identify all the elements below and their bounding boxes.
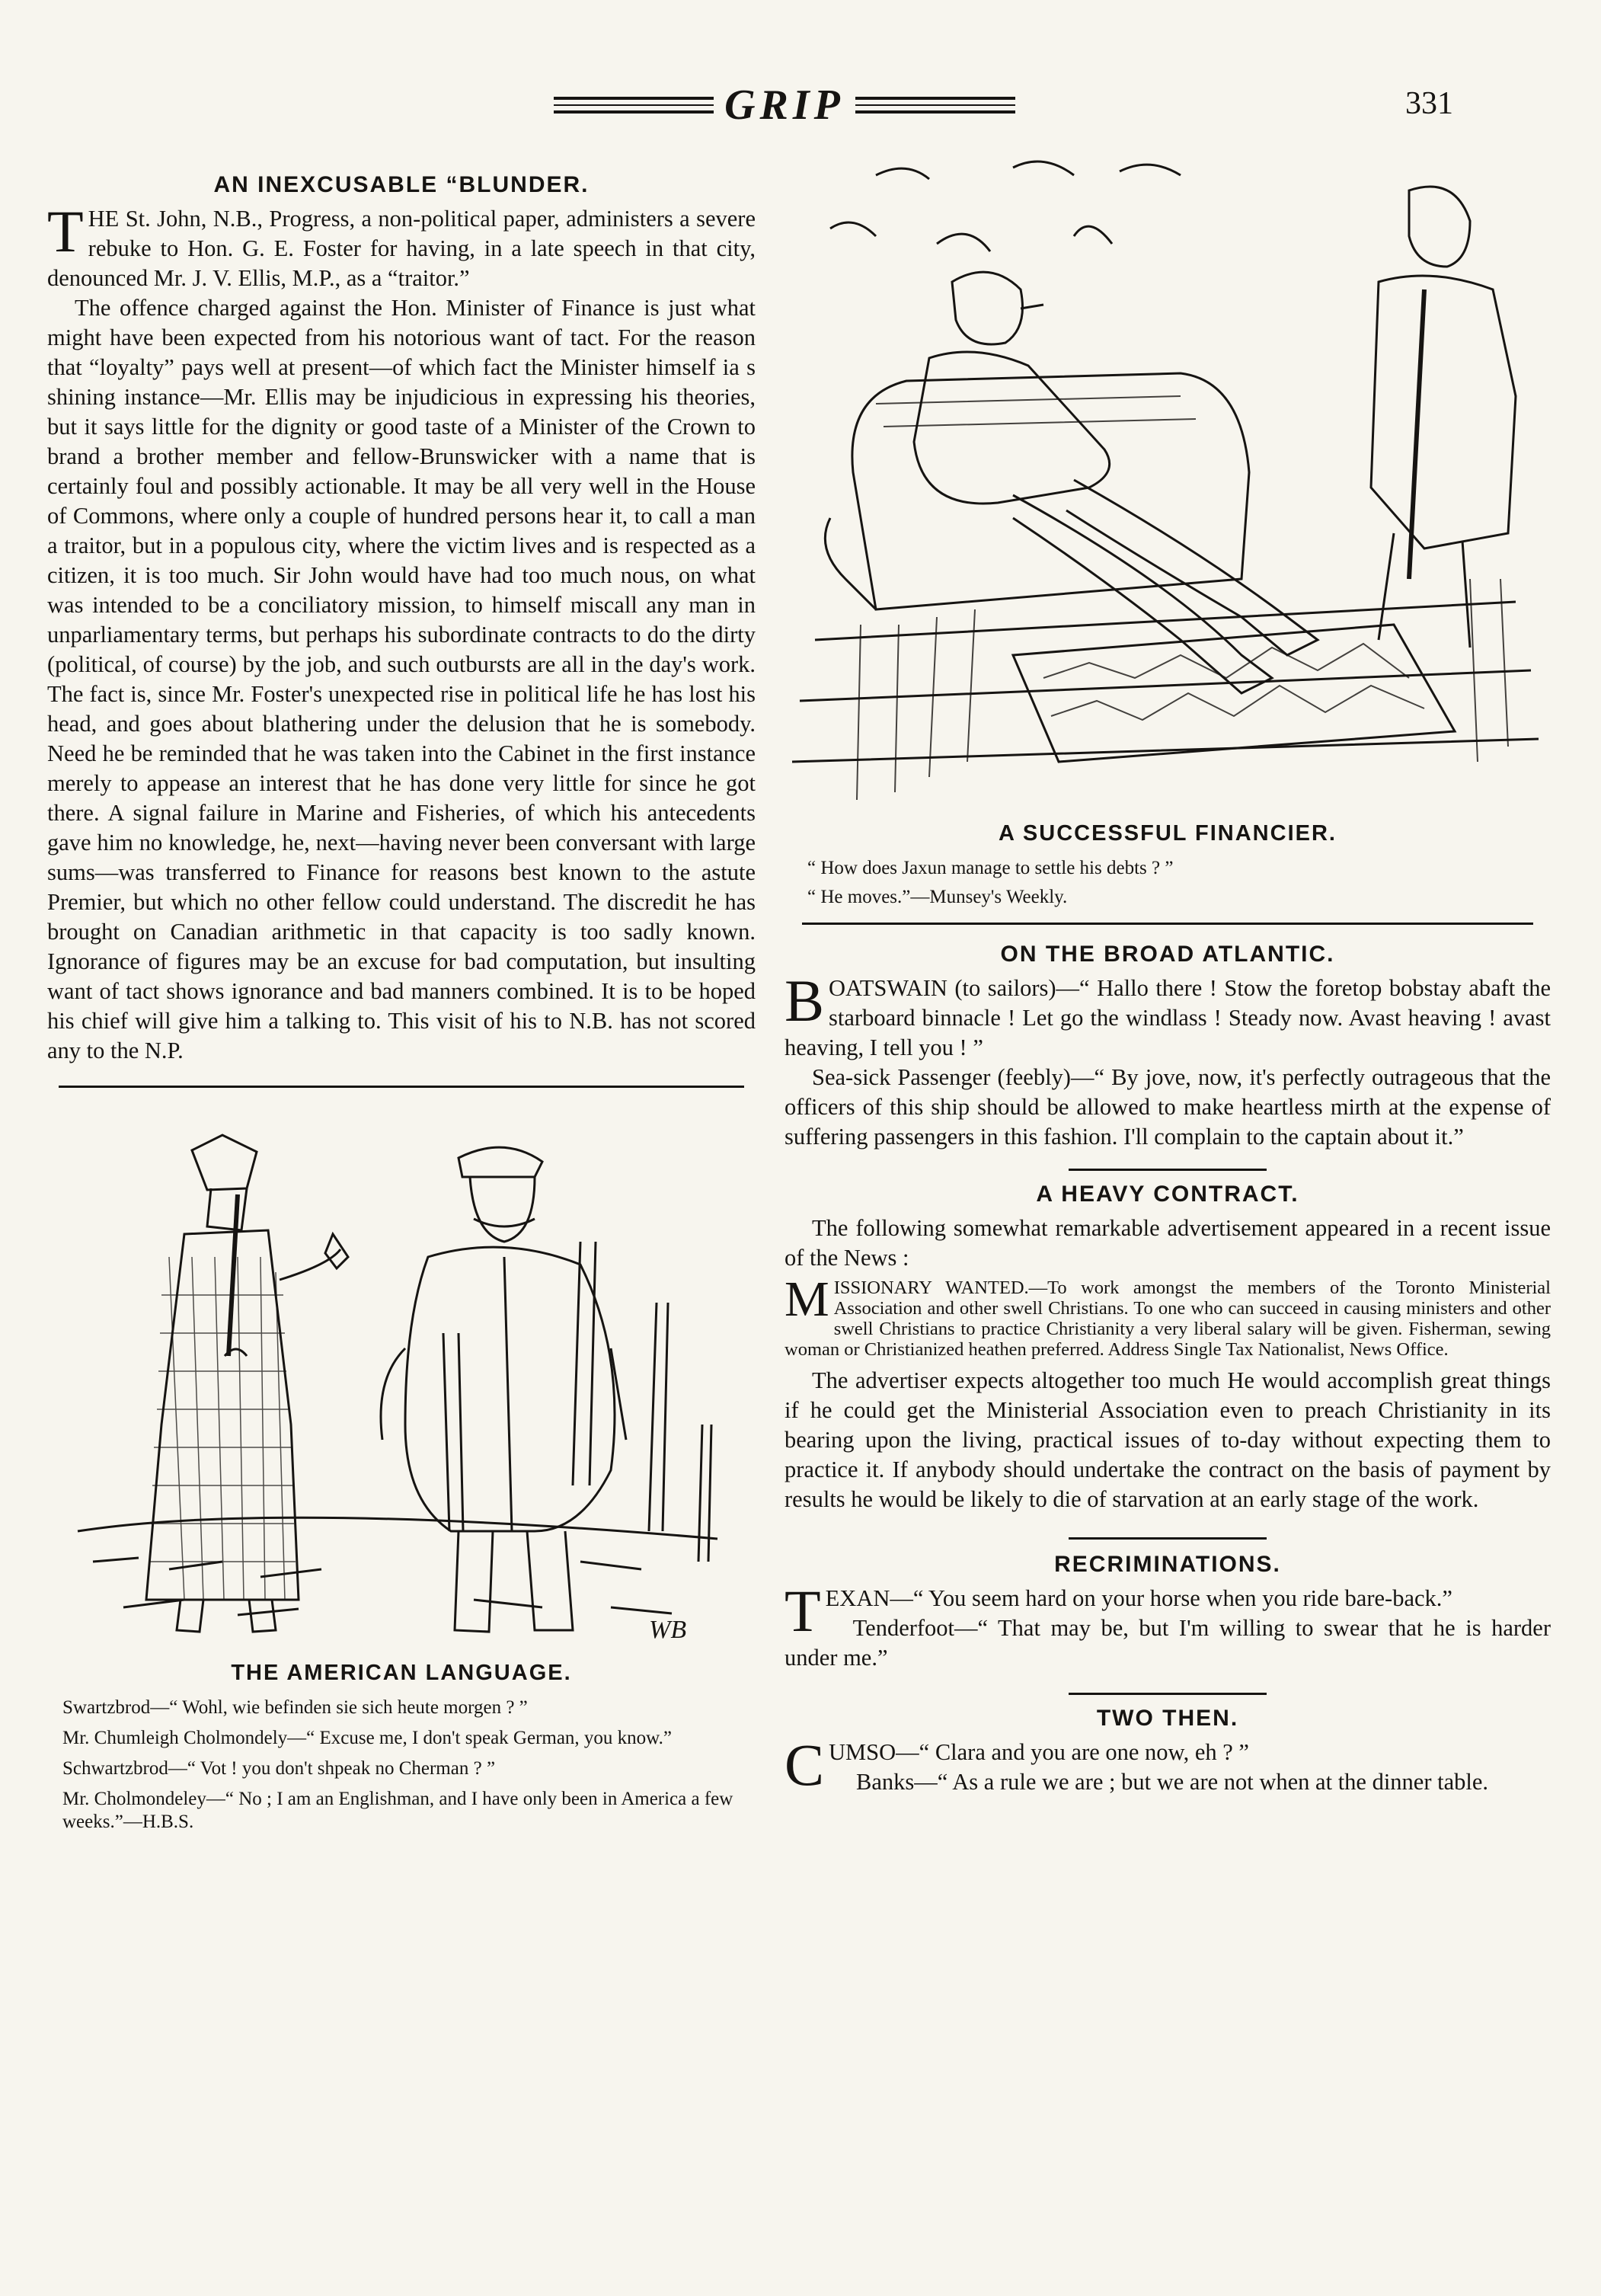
left-column xyxy=(47,152,756,1834)
masthead-rule-right xyxy=(855,97,1015,114)
ad-paragraph xyxy=(785,1271,1551,1360)
blunder-paragraph-1 xyxy=(47,198,756,293)
two-then-p1-text: UMSO—“ Clara and you are one now, eh ? ” xyxy=(829,1739,1249,1765)
right-divider-4 xyxy=(1069,1693,1267,1695)
american-language-caption xyxy=(47,1696,756,1834)
atlantic-paragraph-1 xyxy=(785,967,1551,1063)
american-language-illustration xyxy=(47,1105,756,1653)
two-then-dropcap: C xyxy=(785,1732,825,1798)
american-language-title: THE AMERICAN LANGUAGE. xyxy=(231,1661,572,1685)
two-then-paragraph-2: Banks—“ As a rule we are ; but we are not when at the dinner table. xyxy=(856,1769,1489,1795)
ad-text: ISSIONARY WANTED.—To work amongst the members of the Toronto Ministerial Association and other swell Christians. To one who can succeed in causing ministers and other swell Christians to practice Christianity a very liberal salary will be given. Fisherman, sewing woman or Christianized heathen preferred. Address Single Tax Nationalist, News Office. xyxy=(785,1278,1551,1360)
financier-caption xyxy=(785,857,1551,909)
blunder-dropcap: T xyxy=(47,198,84,264)
atlantic-p1-text: OATSWAIN (to sailors)—“ Hallo there ! Stow the foretop bobstay abaft the starboard binnacle ! Let go the windlass ! Steady now. Avast heaving ! avast heaving, I tell you ! ” xyxy=(785,975,1551,1060)
masthead xyxy=(533,82,1036,128)
caption-line-1: Swartzbrod—“ Wohl, wie befinden sie sich heute morgen ? ” xyxy=(62,1697,528,1718)
two-then-heading: TWO THEN. xyxy=(1096,1706,1239,1731)
caption-line-4: Mr. Cholmondeley—“ No ; I am an Englishman, and I have only been in America a few weeks.”—H.B.S. xyxy=(62,1789,733,1832)
caption-line-3: Schwartzbrod—“ Vot ! you don't shpeak no Cherman ? ” xyxy=(62,1758,496,1779)
atlantic-article xyxy=(785,967,1551,1152)
american-language-drawing xyxy=(47,1105,756,1653)
atlantic-heading: ON THE BROAD ATLANTIC. xyxy=(1000,942,1335,967)
contract-body xyxy=(785,1366,1551,1514)
blunder-heading: AN INEXCUSABLE “BLUNDER. xyxy=(213,172,590,197)
recriminations-article xyxy=(785,1578,1551,1673)
ad-dropcap: M xyxy=(785,1271,829,1327)
contract-body-text: The advertiser expects altogether too much He would accomplish great things if he could get the Ministerial Association even to preach Christianity in its bearing upon the living, practical issues of to-day without expecting them to practice it. If anybody should undertake the contract on the basis of payment by results he would be likely to die of starvation at an early stage of the work. xyxy=(785,1367,1551,1512)
right-divider-3 xyxy=(1069,1537,1267,1540)
recriminations-p1-text: EXAN—“ You seem hard on your horse when you ride bare-back.” xyxy=(825,1585,1452,1611)
two-then-article xyxy=(785,1732,1551,1798)
right-divider-1 xyxy=(802,923,1533,925)
atlantic-dropcap: B xyxy=(785,967,825,1034)
blunder-article xyxy=(47,198,756,1066)
recriminations-dropcap: T xyxy=(785,1578,821,1644)
blunder-paragraph-2: The offence charged against the Hon. Minister of Finance is just what might have been expected from his notorious want of tact. For the reason that “loyalty” pays well at present—of which fact the Minister himself ia s shining instance—Mr. Ellis may be injudicious in expressing his theories, but it says little for the dignity or good taste of a Minister of the Crown to brand a brother member and fellow-Brunswicker with a name that is certainly foul and possibly actionable. It may be all very well in the House of Commons, where only a couple of hundred persons hear it, to call a man a traitor, but in a populous city, where the victim lives and is respected as a citizen, it is too much. Sir John would have had too much nous, on what was intended to be a conciliatory mission, to himself miscall any man in unparliamentary terms, but perhaps his subordinate contracts to do the dirty (political, of course) by the job, and such outbursts are all in the day's work. The fact is, since Mr. Foster's unexpected rise in political life he has lost his head, and goes about blathering under the delusion that he is somebody. Need he be reminded that he was taken into the Cabinet in the first instance merely to appease an interest that he has done very little for since he got there. A signal failure in Marine and Fisheries, of which his antecedents gave him no knowledge, he, next—having never been conversant with large sums—was transferred to Finance for reasons best known to the astute Premier, but which no other fellow could understand. The discredit he has brought on Canadian arithmetic in that capacity is too sadly known. Ignorance of figures may be an excuse for bad computation, but insulting want of tact shows ignorance and bad manners combined. It is to be hoped his chief will give him a talking to. This visit of his to N.B. has not scored any to the N.P. xyxy=(47,295,756,1063)
financier-line-2: “ He moves.”—Munsey's Weekly. xyxy=(807,887,1068,907)
right-divider-2 xyxy=(1069,1169,1267,1171)
financier-line-1: “ How does Jaxun manage to settle his debts ? ” xyxy=(807,858,1174,878)
blunder-p1-text: HE St. John, N.B., Progress, a non-political paper, administers a severe rebuke to Hon. G. E. Foster for having, in a late speech in that city, denounced Mr. J. V. Ellis, M.P., as a “traitor.” xyxy=(47,206,756,291)
illustration-signature: WB xyxy=(649,1616,687,1644)
left-divider xyxy=(59,1086,744,1088)
financier-title: A SUCCESSFUL FINANCIER. xyxy=(999,821,1337,846)
right-column xyxy=(785,152,1551,1797)
contract-intro xyxy=(785,1214,1551,1273)
contract-heading: A HEAVY CONTRACT. xyxy=(1036,1182,1299,1207)
atlantic-paragraph-2: Sea-sick Passenger (feebly)—“ By jove, now, it's perfectly outrageous that the officers of this ship should be allowed to make heartless mirth at the expense of suffering passengers in this fashion. I'll complain to the captain about it.” xyxy=(785,1064,1551,1150)
recriminations-paragraph-2: Tenderfoot—“ That may be, but I'm willing to swear that he is harder under me.” xyxy=(785,1615,1551,1671)
contract-intro-text: The following somewhat remarkable advertisement appeared in a recent issue of the News : xyxy=(785,1215,1551,1271)
recriminations-heading: RECRIMINATIONS. xyxy=(1054,1552,1281,1577)
page-number: 331 xyxy=(1405,86,1453,121)
financier-illustration xyxy=(785,152,1551,815)
caption-line-2: Mr. Chumleigh Cholmondely—“ Excuse me, I don't speak German, you know.” xyxy=(62,1728,672,1748)
financier-drawing xyxy=(785,152,1551,815)
masthead-title: GRIP xyxy=(724,82,845,129)
masthead-rule-left xyxy=(554,97,714,114)
contract-advertisement xyxy=(785,1271,1551,1360)
